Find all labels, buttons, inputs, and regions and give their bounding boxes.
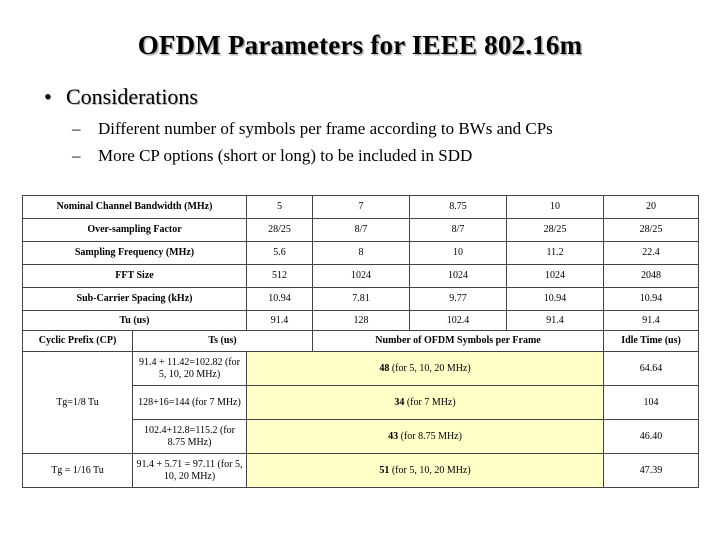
param-value: 1024 [507, 265, 604, 288]
param-label: Sub-Carrier Spacing (kHz) [23, 288, 247, 311]
symbols-note: (for 7 MHz) [404, 396, 456, 408]
ts-value: 102.4+12.8=115.2 (for 8.75 MHz) [133, 420, 247, 454]
symbols-note: (for 8.75 MHz) [398, 430, 462, 442]
idle-value: 64.64 [604, 352, 699, 386]
param-value: 91.4 [247, 311, 313, 331]
param-label: FFT Size [23, 265, 247, 288]
param-value: 28/25 [507, 219, 604, 242]
param-label: Over-sampling Factor [23, 219, 247, 242]
ts-header: Ts (us) [133, 331, 313, 352]
ts-value: 91.4 + 5.71 = 97.11 (for 5, 10, 20 MHz) [133, 454, 247, 488]
table-row [23, 265, 699, 288]
param-value: 128 [313, 311, 410, 331]
cp-value: Tg = 1/16 Tu [23, 454, 133, 488]
param-value: 1024 [313, 265, 410, 288]
param-value: 91.4 [507, 311, 604, 331]
table-row [23, 352, 699, 386]
table-row [23, 311, 699, 331]
symbols-cell [247, 386, 604, 420]
cp-header-row [23, 331, 699, 352]
param-label: Tu (us) [23, 311, 247, 331]
param-value: 10.94 [247, 288, 313, 311]
sub-bullet-text: More CP options (short or long) to be included in SDD [98, 146, 473, 165]
param-value: 7 [313, 196, 410, 219]
sub-bullet-dash: – [72, 146, 81, 165]
param-value: 9.77 [410, 288, 507, 311]
param-value: 2048 [604, 265, 699, 288]
ofdm-parameters-table [22, 195, 699, 488]
param-value: 10 [410, 242, 507, 265]
symbols-note: (for 5, 10, 20 MHz) [389, 362, 471, 374]
param-value: 11.2 [507, 242, 604, 265]
table-row [23, 219, 699, 242]
symbols-note: (for 5, 10, 20 MHz) [389, 464, 471, 476]
param-value: 8 [313, 242, 410, 265]
idle-header: Idle Time (us) [604, 331, 699, 352]
idle-value: 47.39 [604, 454, 699, 488]
bullet-dot: • [44, 84, 52, 109]
ts-value: 91.4 + 11.42=102.82 (for 5, 10, 20 MHz) [133, 352, 247, 386]
slide-title: OFDM Parameters for IEEE 802.16m [137, 30, 583, 60]
table-row [23, 242, 699, 265]
param-value: 8/7 [313, 219, 410, 242]
symbols-count: 34 [394, 396, 405, 408]
ts-value: 128+16=144 (for 7 MHz) [133, 386, 247, 420]
sub-bullet-1 [72, 119, 553, 139]
idle-value: 46.40 [604, 420, 699, 454]
symbols-cell [247, 454, 604, 488]
param-label: Nominal Channel Bandwidth (MHz) [23, 196, 247, 219]
bullet-text: Considerations [66, 84, 198, 109]
param-value: 28/25 [247, 219, 313, 242]
param-value: 10.94 [604, 288, 699, 311]
symbols-count: 43 [388, 430, 399, 442]
symbols-header: Number of OFDM Symbols per Frame [313, 331, 604, 352]
symbols-count: 48 [379, 362, 390, 374]
table-row [23, 288, 699, 311]
param-value: 8.75 [410, 196, 507, 219]
symbols-count: 51 [379, 464, 390, 476]
sub-bullet-dash: – [72, 119, 81, 138]
param-value: 8/7 [410, 219, 507, 242]
param-value: 28/25 [604, 219, 699, 242]
param-value: 91.4 [604, 311, 699, 331]
param-value: 512 [247, 265, 313, 288]
param-value: 102.4 [410, 311, 507, 331]
symbols-cell [247, 420, 604, 454]
table-row [23, 196, 699, 219]
cp-header: Cyclic Prefix (CP) [23, 331, 133, 352]
sub-bullet-text: Different number of symbols per frame according to BWs and CPs [98, 119, 553, 138]
bullet-considerations [44, 84, 198, 110]
param-label: Sampling Frequency (MHz) [23, 242, 247, 265]
param-value: 10.94 [507, 288, 604, 311]
param-value: 10 [507, 196, 604, 219]
param-value: 22.4 [604, 242, 699, 265]
param-value: 5.6 [247, 242, 313, 265]
param-value: 5 [247, 196, 313, 219]
cp-value: Tg=1/8 Tu [23, 352, 133, 454]
table-row [23, 454, 699, 488]
sub-bullet-2 [72, 146, 472, 166]
symbols-cell [247, 352, 604, 386]
param-value: 1024 [410, 265, 507, 288]
param-value: 20 [604, 196, 699, 219]
param-value: 7.81 [313, 288, 410, 311]
idle-value: 104 [604, 386, 699, 420]
